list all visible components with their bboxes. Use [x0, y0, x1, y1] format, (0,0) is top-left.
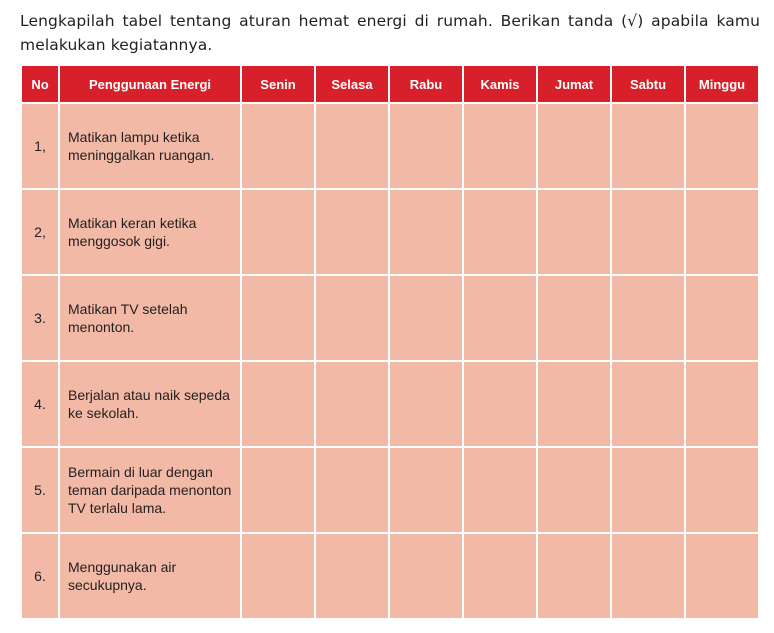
check-cell-friday[interactable] — [538, 190, 610, 274]
check-cell-sunday[interactable] — [686, 190, 758, 274]
row-number: 6. — [22, 534, 58, 618]
check-cell-wednesday[interactable] — [390, 104, 462, 188]
header-day-sunday: Minggu — [686, 66, 758, 102]
row-number: 3. — [22, 276, 58, 360]
check-cell-saturday[interactable] — [612, 448, 684, 532]
row-number: 4. — [22, 362, 58, 446]
check-cell-thursday[interactable] — [464, 190, 536, 274]
check-cell-monday[interactable] — [242, 448, 314, 532]
check-cell-wednesday[interactable] — [390, 448, 462, 532]
row-number: 5. — [22, 448, 58, 532]
check-cell-friday[interactable] — [538, 534, 610, 618]
check-cell-monday[interactable] — [242, 534, 314, 618]
check-cell-wednesday[interactable] — [390, 362, 462, 446]
check-cell-monday[interactable] — [242, 276, 314, 360]
check-cell-tuesday[interactable] — [316, 104, 388, 188]
check-cell-tuesday[interactable] — [316, 276, 388, 360]
check-cell-friday[interactable] — [538, 362, 610, 446]
check-cell-thursday[interactable] — [464, 534, 536, 618]
header-day-friday: Jumat — [538, 66, 610, 102]
instruction-text: Lengkapilah tabel tentang aturan hemat energi di rumah. Berikan tanda (√) apabila kamu melakukan kegiatannya. — [20, 12, 760, 54]
header-day-tuesday: Selasa — [316, 66, 388, 102]
activity-text: Menggunakan air secukupnya. — [60, 534, 240, 618]
table-row — [22, 276, 758, 360]
activity-text: Matikan TV setelah menonton. — [60, 276, 240, 360]
activity-text: Matikan lampu ketika meninggalkan ruangan. — [60, 104, 240, 188]
check-cell-tuesday[interactable] — [316, 362, 388, 446]
check-cell-thursday[interactable] — [464, 104, 536, 188]
activity-text: Matikan keran ketika menggosok gigi. — [60, 190, 240, 274]
check-cell-saturday[interactable] — [612, 362, 684, 446]
check-cell-thursday[interactable] — [464, 276, 536, 360]
check-cell-wednesday[interactable] — [390, 534, 462, 618]
check-cell-monday[interactable] — [242, 104, 314, 188]
check-cell-sunday[interactable] — [686, 104, 758, 188]
row-number: 2, — [22, 190, 58, 274]
check-cell-sunday[interactable] — [686, 448, 758, 532]
check-cell-sunday[interactable] — [686, 276, 758, 360]
energy-saving-table — [20, 64, 760, 620]
activity-text: Berjalan atau naik sepeda ke sekolah. — [60, 362, 240, 446]
check-cell-friday[interactable] — [538, 104, 610, 188]
header-usage: Penggunaan Energi — [60, 66, 240, 102]
check-cell-tuesday[interactable] — [316, 448, 388, 532]
check-cell-saturday[interactable] — [612, 190, 684, 274]
check-cell-monday[interactable] — [242, 362, 314, 446]
check-cell-thursday[interactable] — [464, 448, 536, 532]
check-cell-saturday[interactable] — [612, 534, 684, 618]
check-cell-wednesday[interactable] — [390, 190, 462, 274]
check-cell-sunday[interactable] — [686, 534, 758, 618]
check-cell-tuesday[interactable] — [316, 190, 388, 274]
header-no: No — [22, 66, 58, 102]
table-row — [22, 104, 758, 188]
check-cell-thursday[interactable] — [464, 362, 536, 446]
check-cell-friday[interactable] — [538, 276, 610, 360]
table-row — [22, 448, 758, 532]
check-cell-tuesday[interactable] — [316, 534, 388, 618]
table-row — [22, 534, 758, 618]
check-cell-wednesday[interactable] — [390, 276, 462, 360]
row-number: 1, — [22, 104, 58, 188]
check-cell-saturday[interactable] — [612, 104, 684, 188]
activity-text: Bermain di luar dengan teman daripada menonton TV terlalu lama. — [60, 448, 240, 532]
check-cell-saturday[interactable] — [612, 276, 684, 360]
header-day-saturday: Sabtu — [612, 66, 684, 102]
table-row — [22, 362, 758, 446]
header-day-monday: Senin — [242, 66, 314, 102]
check-cell-sunday[interactable] — [686, 362, 758, 446]
check-cell-friday[interactable] — [538, 448, 610, 532]
header-day-wednesday: Rabu — [390, 66, 462, 102]
header-day-thursday: Kamis — [464, 66, 536, 102]
table-header-row — [22, 66, 758, 102]
check-cell-monday[interactable] — [242, 190, 314, 274]
table-row — [22, 190, 758, 274]
